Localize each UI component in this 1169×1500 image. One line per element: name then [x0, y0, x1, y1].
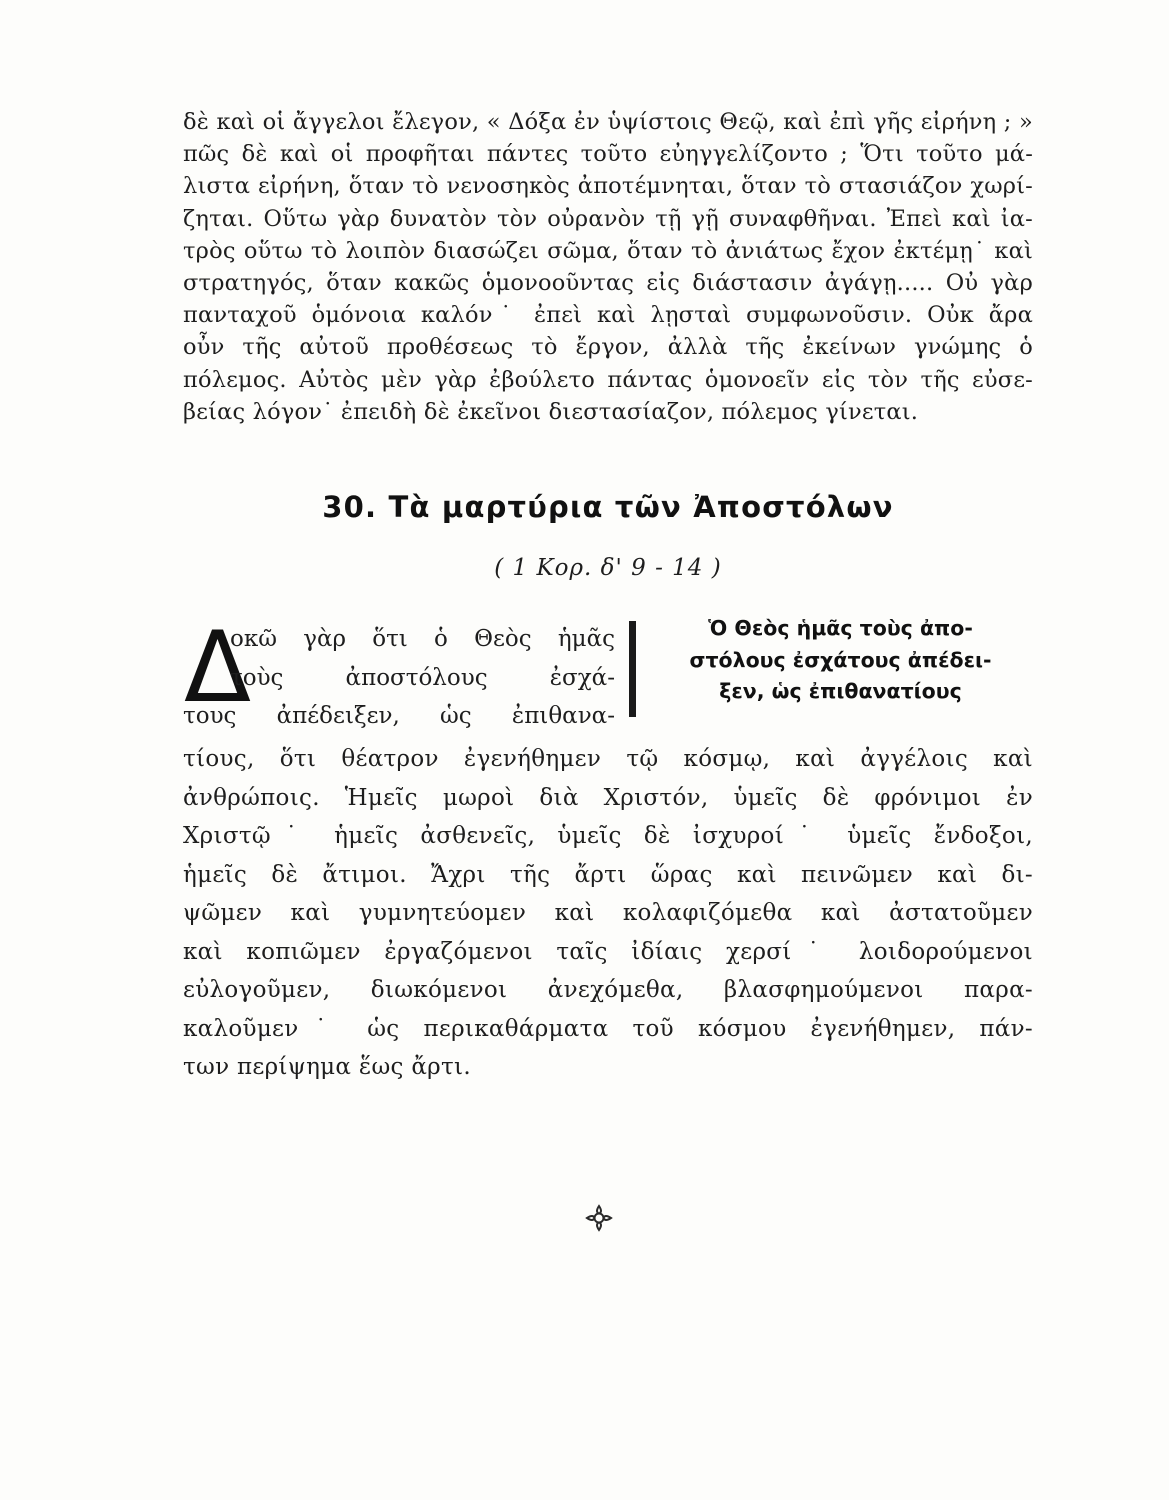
sidenote-summary	[648, 613, 1033, 708]
text-line: στρατηγός, ὅταν κακῶς ὁμονοοῦντας εἰς διάστασιν ἀγάγῃ..... Οὐ γὰρ	[183, 270, 1033, 297]
text-line: Χριστῷ˙ ἡμεῖς ἀσθενεῖς, ὑμεῖς δὲ ἰσχυροί˙ ὑμεῖς ἔνδοξοι,	[183, 823, 1033, 849]
sidenote-line: Ὁ Θεὸς ἡμᾶς τοὺς ἀπο-	[708, 616, 973, 640]
sidenote-line: ξεν, ὡς ἐπιθανατίους	[719, 679, 962, 703]
text-line: πῶς δὲ καὶ οἱ προφῆται πάντες τοῦτο εὐηγγελίζοντο ; Ὅτι τοῦτο μά-	[183, 141, 1033, 168]
text-line: οὖν τῆς αὐτοῦ προθέσεως τὸ ἔργον, ἀλλὰ τῆς ἐκείνων γνώμης ὁ	[183, 334, 1033, 361]
body-paragraph	[183, 740, 1033, 1087]
text-line: ἡμεῖς δὲ ἄτιμοι. Ἄχρι τῆς ἄρτι ὥρας καὶ πεινῶμεν καὶ δι-	[183, 861, 1033, 888]
text-line: λιστα εἰρήνη, ὅταν τὸ νενοσηκὸς ἀποτέμνηται, ὅταν τὸ στασιάζον χωρί-	[183, 173, 1033, 200]
text-line: τρὸς οὕτω τὸ λοιπὸν διασώζει σῶμα, ὅταν τὸ ἀνιάτως ἔχον ἐκτέμῃ˙ καὶ	[183, 237, 1033, 264]
text-line: ζηται. Οὕτω γὰρ δυνατὸν τὸν οὐρανὸν τῇ γῇ συναφθῆναι. Ἐπεὶ καὶ ἰα-	[183, 205, 1033, 232]
text-line: καὶ κοπιῶμεν ἐργαζόμενοι ταῖς ἰδίαις χερσί˙ λοιδορούμενοι	[183, 938, 1033, 965]
floral-ornament-icon	[584, 1203, 614, 1233]
text-line: τοὺς ἀποστόλους ἐσχά-	[230, 664, 615, 691]
sidenote-line: στόλους ἐσχάτους ἀπέδει-	[689, 647, 992, 672]
scripture-reference: ( 1 Κορ. δ' 9 - 14 )	[494, 555, 722, 581]
drop-cap: Δ	[184, 611, 252, 725]
text-line: εὐλογοῦμεν, διωκόμενοι ἀνεχόμεθα, βλασφημούμενοι παρα-	[183, 977, 1033, 1003]
text-line: πόλεμος. Αὐτὸς μὲν γὰρ ἐβούλετο πάντας ὁμονοεῖν εἰς τὸν τῆς εὐσε-	[183, 366, 1033, 393]
text-line: βείας λόγον˙ ἐπειδὴ δὲ ἐκεῖνοι διεστασίαζον, πόλεμος γίνεται.	[183, 398, 919, 425]
column-divider	[629, 621, 636, 717]
text-line: καλοῦμεν˙ ὡς περικαθάρματα τοῦ κόσμου ἐγενήθημεν, πάν-	[183, 1015, 1033, 1042]
text-line: τους ἀπέδειξεν, ὡς ἐπιθανα-	[183, 703, 615, 729]
text-line: ἀνθρώποις. Ἡμεῖς μωροὶ διὰ Χριστόν, ὑμεῖς δὲ φρόνιμοι ἐν	[183, 784, 1033, 811]
text-line: τίους, ὅτι θέατρον ἐγενήθημεν τῷ κόσμῳ, καὶ ἀγγέλοις καὶ	[183, 746, 1033, 772]
text-line: πανταχοῦ ὁμόνοια καλόν˙ ἐπεὶ καὶ λῃσταὶ συμφωνοῦσιν. Οὐκ ἄρα	[183, 302, 1033, 329]
opening-column	[183, 620, 615, 736]
intro-paragraph	[183, 106, 1033, 428]
text-line: δὲ καὶ οἱ ἄγγελοι ἔλεγον, « Δόξα ἐν ὑψίστοις Θεῷ, καὶ ἐπὶ γῆς εἰρήνη ; »	[183, 109, 1033, 135]
section-heading: 30. Τὰ μαρτύρια τῶν Ἀποστόλων	[322, 490, 894, 524]
text-line: των περίψημα ἕως ἄρτι.	[183, 1054, 471, 1080]
text-line: οκῶ γὰρ ὅτι ὁ Θεὸς ἡμᾶς	[230, 626, 615, 652]
text-line: ψῶμεν καὶ γυμνητεύομεν καὶ κολαφιζόμεθα καὶ ἀστατοῦμεν	[183, 900, 1033, 926]
